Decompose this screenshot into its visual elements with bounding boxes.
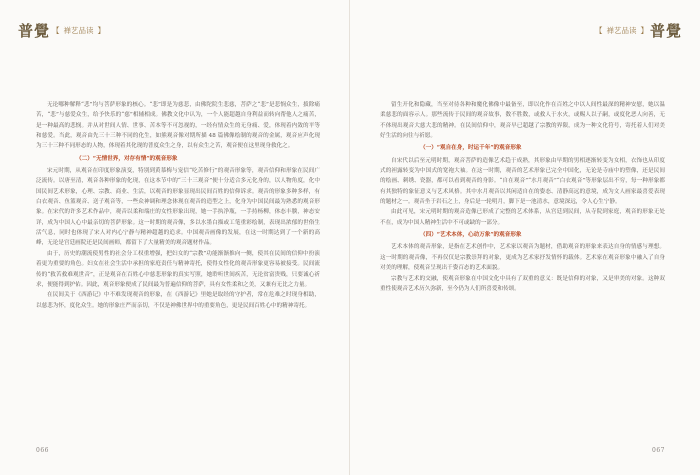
- paragraph: 由于，历史的潮流使男性的社会分工权重增强，把妇女的“宗教”功能渐渐推向一侧，使其在民间的信仰中扮演着更为重要的角色。妇女在社会生活中承担的家庭责任与精神寄托，使得女性化的观音形象更容易被接受。民间流传的“救苦救难观世音”，正是观音在百姓心中慈悲形象的真实写照，她聆听世间疾苦，无论贫富贵贱，只要诚心祈求，便能得到护佑。因此，观音形象便成了民间最为普遍信仰的菩萨，具有女性柔和之美，又兼有无比之力量。: [36, 250, 320, 288]
- brand-header-right: [593, 20, 682, 41]
- brand-mark: 普覺: [18, 22, 51, 40]
- left-body-text: [36, 100, 320, 311]
- brand-mark: 普覺: [649, 22, 682, 40]
- column-name: 禅艺品读: [606, 26, 637, 35]
- paragraph: 宋元时期，从观音在印度形象演变，特别到黄慕梅与宠信“吃苦修行”的观音形象等，观音信仰和形象在民间广泛流传。以唐至清，观音各种形象的化现，在这本节中的“三十三观音”便十分适合多元化身的，以人物角度，化中国民间艺术形象，心理、宗教、商业、生活，以观音的形象显现出民间百姓的信仰诉求。观音的形象多种多样，有白衣观音、鱼篮观音、送子观音等，一些众神调和理念体现在观音的造型之上，化身为中国民间最为熟悉的观音形象。在宋代的许多艺术作品中，观音以柔和端庄的女性形象出现，她一手执净瓶，一手持杨柳，体态丰腴，神态安详，成为中国人心中最亲切的菩萨形象。这一时期的观音像，多以水墨白描或工笔重彩绘制，表现出浓郁的世俗生活气息，同时也体现了宋人对内心宁静与精神超越的追求。中国观音画像的发展，在这一时期达到了一个新的高峰，无论是宫廷画院还是民间画师，都留下了大量精美的观音题材作品。: [36, 168, 320, 247]
- bracket-close: 】: [640, 26, 648, 35]
- section-heading: （二）“无情世界，对存有情”的观音形象: [76, 155, 178, 162]
- paragraph: 无论哪种解释“悲”均与菩萨形象的核心。“悲”即是为慈悲，由佛陀院生悲慈，菩萨之“悲”是悲悯众生，拔除痛苦，“悲”与慈爱众生，给予快乐的“慈”相辅相成。佛教文化中认为，一个人能超越自身利益而转向帮他人之痛苦，是一种最高的悲悯。并从对世间人情、世事、苦本等不可忽视的，一经有情众生的无身痛、爱，体现着内敛的平等和慈爱。当此，观音由先三十三种不同的化生，如熊观音像对期所描 48 篇佛像绘制的观音的金属，观音应声化现为三十三种不同形态的人物，体现着其化现的普度众生之身，以有众生之苦，观音便在这里现身救化之。: [36, 102, 320, 150]
- right-page: [350, 0, 700, 475]
- column-name: 禅艺品读: [63, 26, 94, 35]
- bracket-open: 【: [594, 26, 603, 35]
- paragraph: 由此可见，宋元明时期的观音造像已形成了完整的艺术体系，从宫廷到民间，从寺院到家庭，观音的形象无处不在，成为中国人精神生活中不可或缺的一部分。: [380, 209, 665, 226]
- section-heading: （四）“艺术本体，心动万象”的观音形象: [420, 232, 522, 239]
- paragraph: 艺术本体的观音形象，是指在艺术创作中，艺术家以观音为题材，借助观音的形象来表达自身的情感与理想。这一时期的观音像，不再仅仅是宗教崇拜的对象，更成为艺术家抒发情怀的载体。艺术家在观音形象中融入了自身对美的理解，使观音呈现出千姿百态的艺术面貌。: [380, 244, 665, 272]
- section-heading: （一）“观自在身，时运千年”的观音形象: [420, 145, 522, 152]
- paragraph: 自宋代以后至元明时期，观音菩萨的造像艺术趋于成熟，其形象由早期的男相逐渐转变为女相，衣饰也从印度式的袒露转变为中国式的宽袍大袖。在这一时期，观音的艺术形象已完全中国化，无论是寺庙中的塑像，还是民间的绘画、刺绣、瓷器，都可以看到观音的身影。“自在观音”“水月观音”“白衣观音”等形象层出不穷，每一种形象都有其独特的象征意义与艺术风格。其中水月观音以其闲适自在的姿态、清静高远的意境，成为文人画家最喜爱表现的题材之一。观音坐于岩石之上，身后是一轮明月，脚下是一池清水，意境深远，令人心生宁静。: [380, 157, 665, 206]
- page-number: 066: [36, 447, 49, 454]
- paragraph: 宗教与艺术的交融，使观音形象在中国文化中具有了双重的意义：既是信仰的对象，又是审美的对象。这种双重性使观音艺术历久弥新，至今仍为人们所喜爱和传颂。: [380, 275, 665, 292]
- bracket-open: 【: [52, 26, 60, 35]
- bracket-close: 】: [97, 26, 106, 35]
- page-number: 067: [652, 447, 665, 454]
- paragraph: 留生开化和隐藏，当至对待各种和魔化佛像中最备至，即以化作在百姓之中以人间性最深的精神安慰，她以温柔慈悲的面容示人。那些流传于民间的观音故事，数不胜数，或救人于水火，或赐人以子嗣，或度化恶人向善，无不体现出观音大慈大悲的精神。在民间信仰中，观音早已超越了宗教的界限，成为一种文化符号，寄托着人们对美好生活的向往与祈愿。: [380, 102, 665, 140]
- paragraph: 在民间关于《西游记》中不难发现观音的形象，在《西游记》里她是取经的守护者，常在危难之时现身相助，以慈悲为怀，度化众生。她的形象庄严而亲切，不仅是神佛世界中的重要角色，更是民间百姓心中的精神寄托。: [36, 292, 320, 309]
- right-body-text: [380, 100, 665, 294]
- brand-header-left: [18, 20, 107, 41]
